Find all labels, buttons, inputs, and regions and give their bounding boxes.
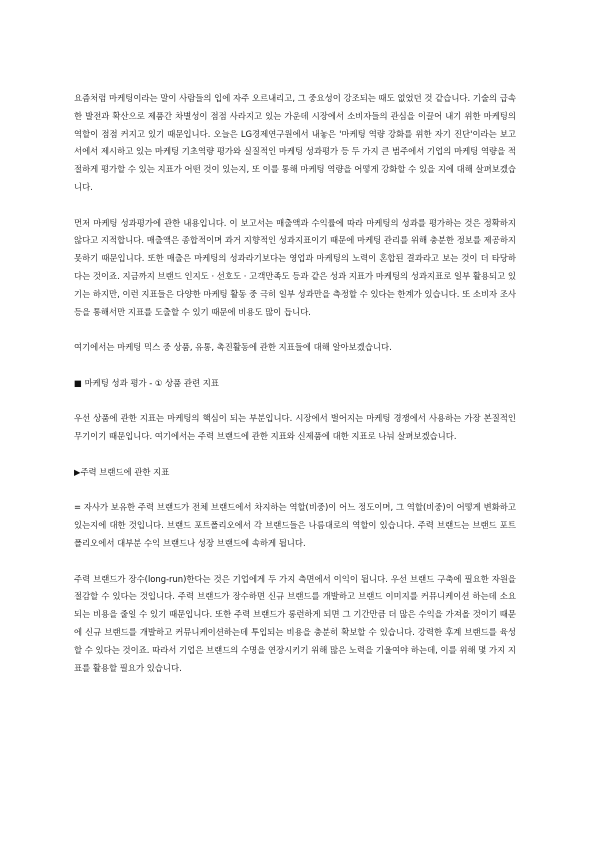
right-triangle-icon: ▶ xyxy=(74,466,81,477)
sub-heading-text: 주력 브랜드에 관한 지표 xyxy=(80,466,170,477)
section-heading-text: 마케팅 성과 평가 - xyxy=(84,377,153,388)
performance-paragraph: 먼저 마케팅 성과평가에 관한 내용입니다. 이 보고서는 매출액과 수익률에 따라 마케팅의 성과를 평가하는 것은 정확하지 않다고 지적합니다. 매출액은 종합적이며 과거 지향적인 성과지표이기 때문에 마케팅 관리를 위해 충분한 정보를 제공하지 못하기 때문입니다. 또한 매출은 마케팅의 성과라기보다는 영업과 마케팅의 노력이 혼합된 결과라고 보는 것이 더 타당하다는 것이죠. 지금까지 브랜드 인지도 · 선호도 · 고객만족도 등과 같은 성과 지표가 마케팅의 성과지표로 일부 활용되고 있기는 하지만, 이런 지표들은 다양한 마케팅 활동 중 극히 일부 성과만을 측정할 수 있다는 한계가 있습니다. 또 소비자 조사 등을 통해서만 지표를 도출할 수 있기 때문에 비용도 많이 듭니다. xyxy=(74,217,516,317)
definition-paragraph: = 자사가 보유한 주력 브랜드가 전체 브랜드에서 차지하는 역할(비중)이 어느 정도이며, 그 역할(비중)이 어떻게 변화하고 있는지에 대한 것입니다. 브랜드 포트폴리오에서 각 브랜드들은 나름대로의 역할이 있습니다. 주력 브랜드는 브랜드 포트폴리오에서 대부분 수익 브랜드나 성장 브랜드에 속하게 됩니다. xyxy=(74,502,516,548)
section-heading xyxy=(74,375,516,393)
marketing-mix-paragraph: 여기에서는 마케팅 믹스 중 상품, 유통, 촉진활동에 관한 지표들에 대해 알아보겠습니다. xyxy=(74,342,392,353)
long-run-paragraph: 주력 브랜드가 장수(long-run)한다는 것은 기업에게 두 가지 측면에서 이익이 됩니다. 우선 브랜드 구축에 필요한 자원을 절감할 수 있다는 것입니다. 주력 브랜드가 장수하면 신규 브랜드를 개발하고 브랜드 이미지를 커뮤니케이션 하는데 소요되는 비용을 줄일 수 있기 때문입니다. 또한 주력 브랜드가 롱런하게 되면 그 기간만큼 더 많은 수익을 가져올 것이기 때문에 신규 브랜드를 개발하고 커뮤니케이션하는데 투입되는 비용을 충분히 확보할 수 있습니다. 강력한 후계 브랜드를 육성할 수 있다는 것이죠. 따라서 기업은 브랜드의 수명을 연장시키기 위해 많은 노력을 기울여야 하는데, 이를 위해 몇 가지 지표를 활용할 필요가 있습니다. xyxy=(74,573,516,673)
circled-number-one-icon: ① xyxy=(154,377,163,388)
section-heading-tail: 상품 관련 지표 xyxy=(165,377,219,388)
document-page xyxy=(74,90,516,695)
sub-heading xyxy=(74,464,516,482)
product-paragraph: 우선 상품에 관한 지표는 마케팅의 핵심이 되는 부분입니다. 시장에서 벌어지는 마케팅 경쟁에서 사용하는 가장 본질적인 무기이기 때문입니다. 여기에서는 주력 브랜드에 관한 지표와 신제품에 대한 지표로 나눠 살펴보겠습니다. xyxy=(74,413,516,442)
black-square-icon: ■ xyxy=(74,377,82,388)
intro-paragraph: 요즘처럼 마케팅이라는 말이 사람들의 입에 자주 오르내리고, 그 중요성이 강조되는 때도 없었던 것 같습니다. 기술의 급속한 발전과 확산으로 제품간 차별성이 점점 사라지고 있는 가운데 시장에서 소비자들의 관심을 이끌어 내기 위한 마케팅의 역할이 점점 커지고 있기 때문입니다. 오늘은 LG경제연구원에서 내놓은 '마케팅 역량 강화를 위한 자기 진단'이라는 보고서에서 제시하고 있는 마케팅 기초역량 평가와 실질적인 마케팅 성과평가 등 두 가지 큰 범주에서 기업의 마케팅 역량을 적절하게 평가할 수 있는 지표가 어떤 것이 있는지, 또 이를 통해 마케팅 역량을 어떻게 강화할 수 있을 지에 대해 살펴보겠습니다. xyxy=(74,93,516,192)
